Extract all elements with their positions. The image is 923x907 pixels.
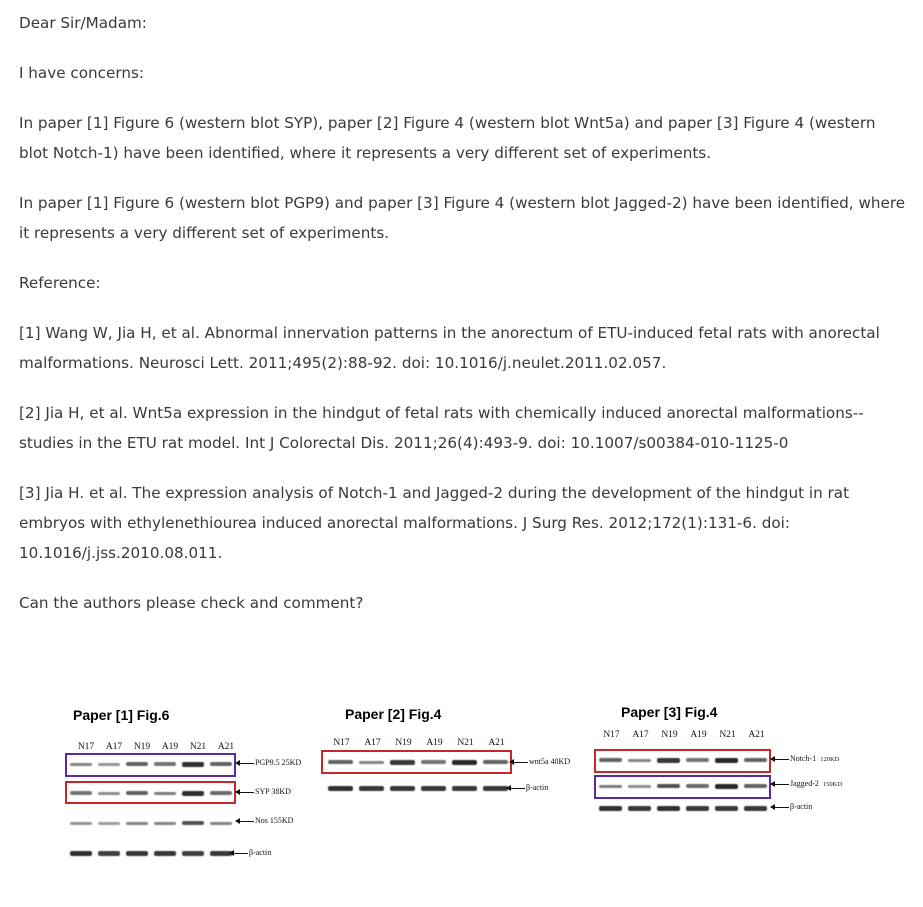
lane-labels <box>597 730 771 740</box>
blot-band <box>599 806 622 811</box>
band-label: β-actin <box>509 783 548 792</box>
lane-label: A21 <box>748 730 765 740</box>
blot-band <box>744 806 767 811</box>
figure-title: Paper [2] Fig.4 <box>345 706 442 722</box>
concern-2: In paper [1] Figure 6 (western blot PGP9) and paper [3] Figure 4 (western blot Jagged-2) have been identified, where it represents a very different set of experiments. <box>19 194 906 242</box>
salutation: Dear Sir/Madam: <box>19 14 147 32</box>
lane-label: N19 <box>133 742 151 752</box>
band-label: SYP 38KD <box>238 787 291 796</box>
blot-band <box>154 851 176 856</box>
blot-band <box>359 786 384 791</box>
blot-band <box>70 851 92 856</box>
band-label: β-actin <box>232 848 271 857</box>
highlight-box <box>321 750 512 774</box>
highlight-box <box>65 781 236 804</box>
lane-label: N19 <box>395 738 412 748</box>
blot-band <box>657 806 680 811</box>
reference-1: [1] Wang W, Jia H, et al. Abnormal innervation patterns in the anorectum of ETU-induced fetal rats with anorectal malformations. Neurosci Lett. 2011;495(2):88-92. doi: 10.1016/j.neulet.2011.02.057. <box>19 324 880 372</box>
blot-band <box>483 786 508 791</box>
reference-2: [2] Jia H, et al. Wnt5a expression in the hindgut of fetal rats with chemically induced anorectal malformations--studies in the ETU rat model. Int J Colorectal Dis. 2011;26(4):493-9. doi: 10.1007/s00384-010-1125-0 <box>19 404 864 452</box>
blot-band <box>98 851 120 856</box>
band-label: PGP9.5 25KD <box>238 758 301 767</box>
lane-label: A21 <box>488 738 505 748</box>
figure-title: Paper [1] Fig.6 <box>73 707 170 723</box>
lane-label: A17 <box>364 738 381 748</box>
band-label: wnt5a 40KD <box>512 757 570 766</box>
lane-labels <box>326 738 512 748</box>
lane-label: A17 <box>632 730 649 740</box>
blot-band <box>328 786 353 791</box>
lane-label: A19 <box>690 730 707 740</box>
blot-band <box>98 822 120 825</box>
blot-band <box>628 806 651 811</box>
blot-band <box>126 822 148 825</box>
lane-label: N21 <box>457 738 474 748</box>
lane-labels <box>72 742 240 752</box>
blot-band <box>421 786 446 791</box>
lane-label: N17 <box>77 742 95 752</box>
lane-label: A21 <box>217 742 235 752</box>
reference-3: [3] Jia H. et al. The expression analysis of Notch-1 and Jagged-2 during the development of the hindgut in rat embryos with ethylenethiourea induced anorectal malformations. J Surg Res. 2012;172(1):131-6. doi: 10.1016/j.jss.2010.08.011. <box>19 484 850 562</box>
blot-band <box>182 821 204 825</box>
band-label: Notch-1 120KD <box>773 754 839 763</box>
band-label: Jagged-2 150KD <box>773 779 842 788</box>
lane-label: A19 <box>161 742 179 752</box>
reference-heading: Reference: <box>19 274 101 292</box>
band-label: Nos 155KD <box>238 816 293 825</box>
concern-1: In paper [1] Figure 6 (western blot SYP), paper [2] Figure 4 (western blot Wnt5a) and paper [3] Figure 4 (western blot Notch-1) have been identified, where it represents a very different set of experiments. <box>19 114 876 162</box>
lane-label: N19 <box>661 730 678 740</box>
blot-band <box>182 851 204 856</box>
blot-band <box>715 806 738 811</box>
lane-label: N21 <box>719 730 736 740</box>
blot-band <box>210 822 232 825</box>
intro: I have concerns: <box>19 64 144 82</box>
blot-band <box>686 806 709 811</box>
figure-title: Paper [3] Fig.4 <box>621 704 718 720</box>
closing: Can the authors please check and comment? <box>19 594 364 612</box>
blot-band <box>70 822 92 825</box>
blot-band <box>390 786 415 791</box>
blot-band <box>126 851 148 856</box>
band-label: β-actin <box>773 802 812 811</box>
blot-band <box>452 786 477 791</box>
highlight-box <box>594 775 771 799</box>
lane-label: A17 <box>105 742 123 752</box>
highlight-box <box>594 749 771 773</box>
highlight-box <box>65 753 236 777</box>
letter-body <box>19 8 909 638</box>
lane-label: A19 <box>426 738 443 748</box>
lane-label: N17 <box>603 730 620 740</box>
lane-label: N21 <box>189 742 207 752</box>
lane-label: N17 <box>333 738 350 748</box>
blot-band <box>154 822 176 825</box>
